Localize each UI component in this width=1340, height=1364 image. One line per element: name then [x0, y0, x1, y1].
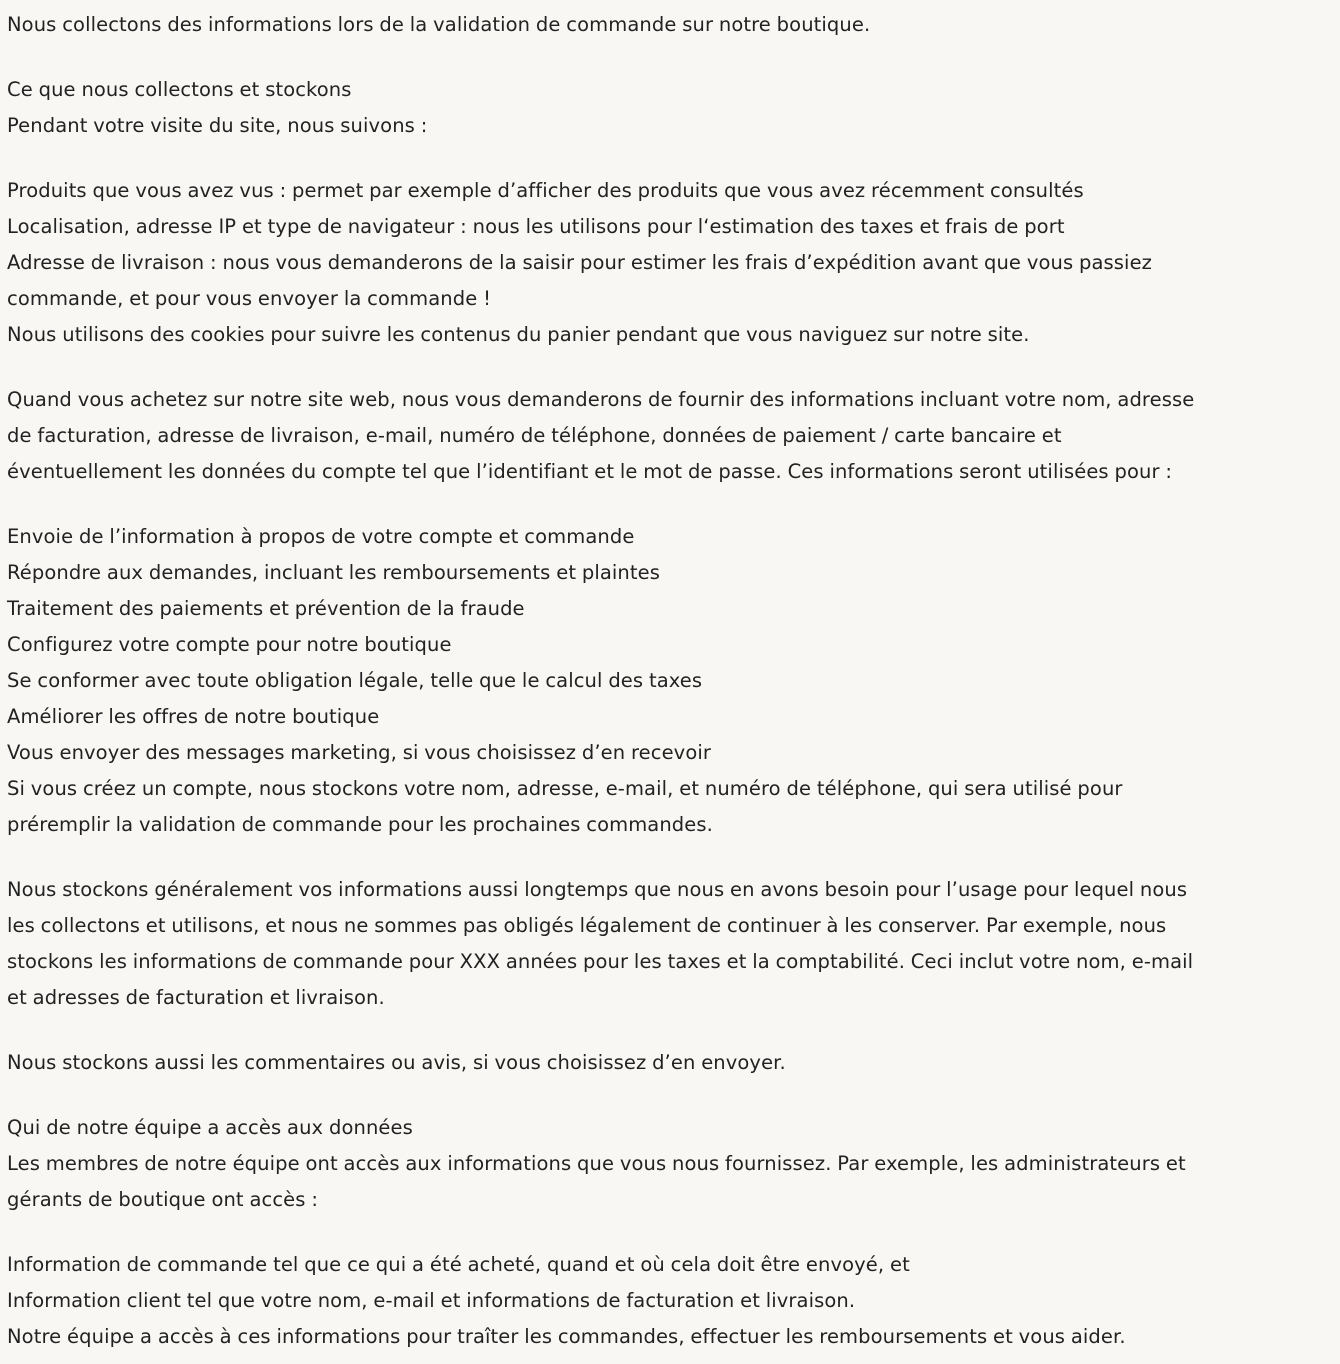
text-line: Pendant votre visite du site, nous suivons :: [7, 114, 428, 137]
list-item-continued: préremplir la validation de commande pour les prochaines commandes.: [7, 813, 713, 836]
list-item: Nous utilisons des cookies pour suivre les contenus du panier pendant que vous naviguez sur notre site.: [7, 323, 1030, 346]
list-item: Envoie de l’information à propos de votre compte et commande: [7, 525, 635, 548]
list-item: Répondre aux demandes, incluant les remboursements et plaintes: [7, 561, 660, 584]
list-item: Si vous créez un compte, nous stockons votre nom, adresse, e-mail, et numéro de téléphone, qui sera utilisé pour: [7, 777, 1123, 800]
list-item: Information client tel que votre nom, e-mail et informations de facturation et livraison.: [7, 1289, 856, 1312]
paragraph-purchase-info: [7, 382, 1333, 490]
text-line: gérants de boutique ont accès :: [7, 1188, 318, 1211]
paragraph-tracking-list: [7, 173, 1333, 353]
text-line: Nous stockons aussi les commentaires ou avis, si vous choisissez d’en envoyer.: [7, 1051, 786, 1074]
text-line: Nous collectons des informations lors de la validation de commande sur notre boutique.: [7, 13, 871, 36]
list-item: Information de commande tel que ce qui a été acheté, quand et où cela doit être envoyé, et: [7, 1253, 910, 1276]
paragraph-comments: [7, 1045, 1333, 1081]
paragraph-retention: [7, 872, 1333, 1016]
text-line: stockons les informations de commande pour XXX années pour les taxes et la comptabilité. Ceci inclut votre nom, e-mail: [7, 950, 1194, 973]
list-item: Se conformer avec toute obligation légale, telle que le calcul des taxes: [7, 669, 703, 692]
list-item: Adresse de livraison : nous vous demanderons de la saisir pour estimer les frais d’expédition avant que vous passiez: [7, 251, 1153, 274]
text-line: de facturation, adresse de livraison, e-mail, numéro de téléphone, données de paiement / carte bancaire et: [7, 424, 1062, 447]
list-item: Produits que vous avez vus : permet par exemple d’afficher des produits que vous avez récemment consultés: [7, 179, 1084, 202]
text-line: et adresses de facturation et livraison.: [7, 986, 385, 1009]
list-item-continued: commande, et pour vous envoyer la commande !: [7, 287, 492, 310]
list-item: Vous envoyer des messages marketing, si vous choisissez d’en recevoir: [7, 741, 711, 764]
list-item: Améliorer les offres de notre boutique: [7, 705, 380, 728]
paragraph-collect-store: [7, 72, 1333, 144]
section-heading: Qui de notre équipe a accès aux données: [7, 1116, 413, 1139]
list-item: Traitement des paiements et prévention de la fraude: [7, 597, 525, 620]
text-line: éventuellement les données du compte tel que l’identifiant et le mot de passe. Ces informations seront utilisées pour :: [7, 460, 1173, 483]
list-item: Localisation, adresse IP et type de navigateur : nous les utilisons pour l‘estimation des taxes et frais de port: [7, 215, 1065, 238]
text-line: Les membres de notre équipe ont accès aux informations que vous nous fournissez. Par exemple, les administrateurs et: [7, 1152, 1186, 1175]
paragraph-usage-list: [7, 519, 1333, 843]
paragraph-intro: [7, 7, 1333, 43]
text-line: les collectons et utilisons, et nous ne sommes pas obligés légalement de continuer à les conserver. Par exemple, nous: [7, 914, 1167, 937]
paragraph-team-access: [7, 1110, 1333, 1218]
list-item: Configurez votre compte pour notre boutique: [7, 633, 452, 656]
paragraph-access-list: [7, 1247, 1333, 1355]
section-heading: Ce que nous collectons et stockons: [7, 78, 352, 101]
text-line: Quand vous achetez sur notre site web, nous vous demanderons de fournir des informations incluant votre nom, adresse: [7, 388, 1195, 411]
text-line: Nous stockons généralement vos informations aussi longtemps que nous en avons besoin pour l’usage pour lequel nous: [7, 878, 1188, 901]
text-line: Notre équipe a accès à ces informations pour traîter les commandes, effectuer les remboursements et vous aider.: [7, 1325, 1126, 1348]
